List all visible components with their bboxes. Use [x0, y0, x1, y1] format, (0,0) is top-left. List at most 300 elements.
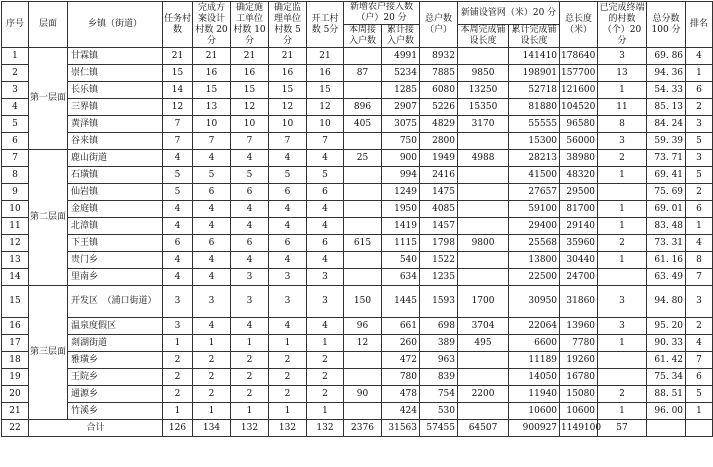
cell-network-week [458, 218, 509, 235]
cell-task: 1 [163, 403, 193, 420]
cell-start: 4 [307, 218, 344, 235]
table-row [2, 369, 713, 386]
table-row [2, 99, 713, 116]
cell-seq: 17 [2, 335, 29, 352]
cell-newconn-week: 150 [344, 286, 382, 318]
cell-newconn-total: 900 [382, 150, 420, 167]
cell-task: 7 [163, 133, 193, 150]
cell-network-week: 1700 [458, 286, 509, 318]
cell-design: 21 [193, 48, 231, 65]
cell-newconn-week: 896 [344, 99, 382, 116]
cell-newconn-total: 478 [382, 386, 420, 403]
cell-rank: 2 [686, 184, 713, 201]
cell-town: 王院乡 [68, 369, 163, 386]
cell-network-total: 141410 [509, 48, 560, 65]
cell-construct: 10 [231, 116, 269, 133]
cell-construct: 2 [231, 386, 269, 403]
cell-newconn-week [344, 167, 382, 184]
cell-newconn-week: 12 [344, 335, 382, 352]
cell-newconn-total: 540 [382, 252, 420, 269]
cell-town: 金庭镇 [68, 201, 163, 218]
cell-town: 鹿山街道 [68, 150, 163, 167]
cell-construct: 21 [231, 48, 269, 65]
cell-rank: 1 [686, 218, 713, 235]
cell-network-week: 495 [458, 335, 509, 352]
cell-length: 104520 [560, 99, 598, 116]
cell-newconn-total: 1419 [382, 218, 420, 235]
cell-score: 63. 49 [647, 269, 686, 286]
cell-design: 13 [193, 99, 231, 116]
cell-seq: 14 [2, 269, 29, 286]
cell-task: 4 [163, 201, 193, 218]
table-row [2, 286, 713, 318]
cell-design: 6 [193, 235, 231, 252]
header-terminal: 已完成终端的村数（个）20 分 [599, 2, 645, 46]
cell-supervise: 1 [269, 403, 307, 420]
cell-newconn-total: 750 [382, 133, 420, 150]
cell-newconn-total: 1285 [382, 82, 420, 99]
cell-seq: 5 [2, 116, 29, 133]
header-row-1 [2, 2, 713, 25]
cell-supervise: 6 [269, 184, 307, 201]
cell-town: 崇仁镇 [68, 65, 163, 82]
cell-design: 6 [193, 184, 231, 201]
cell-town: 下王镇 [68, 235, 163, 252]
cell-task: 6 [163, 235, 193, 252]
cell-score: 84. 24 [647, 116, 686, 133]
cell-length: 178640 [560, 48, 598, 65]
cell-terminal: 3 [598, 286, 647, 318]
cell-households: 4085 [420, 201, 458, 218]
cell-rank: 4 [686, 48, 713, 65]
cell-seq: 12 [2, 235, 29, 252]
cell-network-total: 11940 [509, 386, 560, 403]
cell-rank: 1 [686, 65, 713, 82]
cell-construct: 3 [231, 286, 269, 318]
cell-terminal: 3 [598, 133, 647, 150]
cell-length: 15080 [560, 386, 598, 403]
cell-town: 黄泽镇 [68, 116, 163, 133]
header-start: 开工村数 5分 [307, 2, 344, 48]
cell-design: 16 [193, 65, 231, 82]
cell-score: 69. 41 [647, 167, 686, 184]
header-town: 乡镇（街道） [68, 2, 163, 48]
cell-households: 963 [420, 352, 458, 369]
cell-newconn-week: 405 [344, 116, 382, 133]
table-row [2, 269, 713, 286]
cell-terminal: 8 [598, 116, 647, 133]
cell-network-week: 13250 [458, 82, 509, 99]
cell-rank: 3 [686, 286, 713, 318]
rural-sewage-progress-table [1, 1, 713, 437]
table-row [2, 352, 713, 369]
cell-households: 1798 [420, 235, 458, 252]
header-rank: 排名 [686, 2, 713, 48]
table-row [2, 167, 713, 184]
cell-network-week: 2200 [458, 386, 509, 403]
cell-supervise: 4 [269, 318, 307, 335]
cell-town: 长乐镇 [68, 82, 163, 99]
cell-rank: 8 [686, 252, 713, 269]
cell-newconn-total: 472 [382, 352, 420, 369]
total-design: 134 [193, 420, 231, 437]
cell-task: 15 [163, 65, 193, 82]
cell-supervise: 12 [269, 99, 307, 116]
cell-terminal: 1 [598, 201, 647, 218]
cell-supervise: 4 [269, 150, 307, 167]
cell-construct: 2 [231, 369, 269, 386]
cell-supervise: 3 [269, 286, 307, 318]
cell-length: 13960 [560, 318, 598, 335]
cell-newconn-week [344, 403, 382, 420]
cell-terminal: 1 [598, 218, 647, 235]
cell-network-total: 11189 [509, 352, 560, 369]
cell-task: 4 [163, 269, 193, 286]
cell-supervise: 5 [269, 167, 307, 184]
cell-town: 三界镇 [68, 99, 163, 116]
cell-task: 7 [163, 116, 193, 133]
cell-newconn-total: 4991 [382, 48, 420, 65]
cell-supervise: 4 [269, 252, 307, 269]
cell-newconn-week: 87 [344, 65, 382, 82]
total-start: 132 [307, 420, 344, 437]
cell-construct: 12 [231, 99, 269, 116]
table-row [2, 318, 713, 335]
total-newconn-week: 2376 [344, 420, 382, 437]
cell-rank: 5 [686, 386, 713, 403]
cell-design: 2 [193, 386, 231, 403]
cell-terminal: 13 [598, 65, 647, 82]
cell-network-total: 59100 [509, 201, 560, 218]
cell-newconn-total: 1950 [382, 201, 420, 218]
cell-town: 通源乡 [68, 386, 163, 403]
cell-task: 2 [163, 352, 193, 369]
cell-newconn-total: 1115 [382, 235, 420, 252]
cell-start: 4 [307, 318, 344, 335]
cell-score: 73. 71 [647, 150, 686, 167]
cell-network-week [458, 352, 509, 369]
cell-construct: 6 [231, 184, 269, 201]
cell-score: 94. 36 [647, 65, 686, 82]
cell-network-week [458, 133, 509, 150]
total-row [2, 420, 713, 437]
cell-seq: 20 [2, 386, 29, 403]
cell-town: 温泉度假区 [68, 318, 163, 335]
cell-newconn-week [344, 252, 382, 269]
cell-task: 5 [163, 167, 193, 184]
cell-network-total: 14050 [509, 369, 560, 386]
cell-town: 北漳镇 [68, 218, 163, 235]
cell-length: 81700 [560, 201, 598, 218]
cell-supervise: 7 [269, 133, 307, 150]
cell-start: 2 [307, 352, 344, 369]
cell-seq: 4 [2, 99, 29, 116]
cell-newconn-total: 424 [382, 403, 420, 420]
cell-network-total: 25568 [509, 235, 560, 252]
header-network-week: 本周完成铺设长度 [458, 25, 509, 48]
cell-task: 2 [163, 369, 193, 386]
cell-start: 16 [307, 65, 344, 82]
cell-network-week: 3170 [458, 116, 509, 133]
cell-network-total: 27657 [509, 184, 560, 201]
cell-construct: 16 [231, 65, 269, 82]
cell-network-week [458, 201, 509, 218]
cell-layer: 第二层面 [29, 150, 68, 286]
cell-rank: 7 [686, 269, 713, 286]
table-row [2, 252, 713, 269]
header-construct: 确定施工单位村数 10分 [231, 2, 269, 48]
cell-terminal: 1 [598, 403, 647, 420]
cell-households: 7885 [420, 65, 458, 82]
cell-task: 21 [163, 48, 193, 65]
header-task: 任务村数 [163, 2, 193, 48]
cell-terminal: 1 [598, 82, 647, 99]
cell-design: 2 [193, 369, 231, 386]
cell-start: 12 [307, 99, 344, 116]
cell-network-total: 22064 [509, 318, 560, 335]
cell-task: 5 [163, 184, 193, 201]
cell-supervise: 3 [269, 269, 307, 286]
cell-task: 1 [163, 335, 193, 352]
cell-supervise: 6 [269, 235, 307, 252]
cell-construct: 4 [231, 252, 269, 269]
cell-supervise: 10 [269, 116, 307, 133]
cell-town: 甘霖镇 [68, 48, 163, 65]
cell-design: 4 [193, 269, 231, 286]
cell-network-week [458, 184, 509, 201]
cell-rank: 3 [686, 116, 713, 133]
cell-newconn-week [344, 184, 382, 201]
cell-households: 1457 [420, 218, 458, 235]
header-network-total: 累计完成铺设长度 [509, 25, 560, 48]
table-row [2, 150, 713, 167]
table-row [2, 184, 713, 201]
cell-rank: 3 [686, 150, 713, 167]
cell-terminal: 3 [598, 48, 647, 65]
cell-newconn-week: 96 [344, 318, 382, 335]
cell-seq: 6 [2, 133, 29, 150]
cell-network-week [458, 369, 509, 386]
cell-design: 4 [193, 201, 231, 218]
total-households: 57455 [420, 420, 458, 437]
cell-length: 31860 [560, 286, 598, 318]
cell-seq: 8 [2, 167, 29, 184]
cell-town: 竹溪乡 [68, 403, 163, 420]
cell-terminal: 2 [598, 386, 647, 403]
cell-newconn-total: 780 [382, 369, 420, 386]
header-newconn: 新增农户接入数（户）20 分 [344, 2, 420, 25]
cell-start: 3 [307, 269, 344, 286]
cell-network-total: 41500 [509, 167, 560, 184]
cell-households: 1235 [420, 269, 458, 286]
cell-seq: 3 [2, 82, 29, 99]
table-row [2, 201, 713, 218]
cell-terminal: 3 [598, 318, 647, 335]
cell-design: 1 [193, 403, 231, 420]
cell-score: 75. 34 [647, 369, 686, 386]
cell-newconn-total: 5234 [382, 65, 420, 82]
cell-newconn-total: 2907 [382, 99, 420, 116]
cell-supervise: 4 [269, 201, 307, 218]
cell-network-week: 9850 [458, 65, 509, 82]
cell-seq: 15 [2, 286, 29, 318]
cell-start: 4 [307, 201, 344, 218]
cell-network-total: 22500 [509, 269, 560, 286]
cell-length: 157700 [560, 65, 598, 82]
cell-network-total: 55555 [509, 116, 560, 133]
cell-design: 2 [193, 352, 231, 369]
cell-design: 4 [193, 150, 231, 167]
cell-seq: 13 [2, 252, 29, 269]
cell-network-week [458, 403, 509, 420]
cell-newconn-total: 260 [382, 335, 420, 352]
cell-households: 6080 [420, 82, 458, 99]
cell-supervise: 16 [269, 65, 307, 82]
cell-seq: 21 [2, 403, 29, 420]
cell-design: 4 [193, 218, 231, 235]
cell-town: 雅璜乡 [68, 352, 163, 369]
cell-design: 7 [193, 133, 231, 150]
cell-supervise: 2 [269, 352, 307, 369]
cell-seq: 10 [2, 201, 29, 218]
total-newconn-total: 31563 [382, 420, 420, 437]
header-newconn-total: 累计接入户数 [382, 25, 420, 48]
cell-score: 54. 33 [647, 82, 686, 99]
cell-construct: 6 [231, 235, 269, 252]
cell-layer: 第一层面 [29, 48, 68, 150]
cell-length: 19260 [560, 352, 598, 369]
cell-seq: 16 [2, 318, 29, 335]
cell-start: 2 [307, 369, 344, 386]
cell-seq: 9 [2, 184, 29, 201]
cell-score: 95. 20 [647, 318, 686, 335]
cell-network-total: 10600 [509, 403, 560, 420]
cell-town: 仙岩镇 [68, 184, 163, 201]
cell-newconn-total: 3075 [382, 116, 420, 133]
cell-network-week [458, 48, 509, 65]
cell-rank: 4 [686, 235, 713, 252]
total-construct: 132 [231, 420, 269, 437]
cell-network-total: 52718 [509, 82, 560, 99]
cell-score: 85. 13 [647, 99, 686, 116]
cell-network-week: 15350 [458, 99, 509, 116]
cell-construct: 4 [231, 318, 269, 335]
cell-newconn-total: 634 [382, 269, 420, 286]
total-score [647, 420, 686, 437]
total-length: 1149100 [560, 420, 598, 437]
cell-design: 15 [193, 82, 231, 99]
cell-score: 69. 01 [647, 201, 686, 218]
cell-households: 698 [420, 318, 458, 335]
header-length: 总长度（米） [560, 2, 598, 48]
cell-town: 谷来镇 [68, 133, 163, 150]
cell-rank: 6 [686, 201, 713, 218]
cell-task: 4 [163, 218, 193, 235]
cell-construct: 1 [231, 403, 269, 420]
table-body [2, 48, 713, 437]
cell-start: 1 [307, 335, 344, 352]
cell-terminal: 2 [598, 150, 647, 167]
cell-network-total: 198901 [509, 65, 560, 82]
cell-town: 剡湖街道 [68, 335, 163, 352]
cell-design: 4 [193, 318, 231, 335]
cell-households: 2800 [420, 133, 458, 150]
cell-network-total: 13800 [509, 252, 560, 269]
cell-score: 69. 86 [647, 48, 686, 65]
cell-construct: 1 [231, 335, 269, 352]
cell-score: 61. 42 [647, 352, 686, 369]
cell-newconn-week: 25 [344, 150, 382, 167]
cell-terminal: 1 [598, 167, 647, 184]
cell-seq: 22 [2, 420, 29, 437]
cell-rank: 6 [686, 82, 713, 99]
header-seq: 序号 [2, 2, 29, 48]
table-row [2, 133, 713, 150]
cell-length: 121600 [560, 82, 598, 99]
cell-construct: 3 [231, 269, 269, 286]
table-row [2, 335, 713, 352]
cell-task: 14 [163, 82, 193, 99]
cell-network-week: 9800 [458, 235, 509, 252]
cell-score: 75. 69 [647, 184, 686, 201]
cell-terminal: 1 [598, 335, 647, 352]
cell-score: 73. 31 [647, 235, 686, 252]
cell-households: 839 [420, 369, 458, 386]
cell-network-week: 4988 [458, 150, 509, 167]
cell-supervise: 4 [269, 218, 307, 235]
cell-supervise: 2 [269, 369, 307, 386]
cell-start: 2 [307, 386, 344, 403]
cell-newconn-total: 994 [382, 167, 420, 184]
cell-start: 1 [307, 403, 344, 420]
cell-construct: 4 [231, 218, 269, 235]
cell-town: 石璜镇 [68, 167, 163, 184]
cell-length: 16780 [560, 369, 598, 386]
cell-start: 21 [307, 48, 344, 65]
cell-town: 开发区 （浦口街道） [68, 286, 163, 318]
cell-length: 29500 [560, 184, 598, 201]
cell-network-week [458, 269, 509, 286]
cell-design: 10 [193, 116, 231, 133]
cell-task: 4 [163, 252, 193, 269]
cell-households: 389 [420, 335, 458, 352]
cell-terminal [598, 184, 647, 201]
cell-task: 3 [163, 318, 193, 335]
cell-seq: 18 [2, 352, 29, 369]
cell-households: 1593 [420, 286, 458, 318]
cell-construct: 4 [231, 201, 269, 218]
cell-newconn-week: 615 [344, 235, 382, 252]
cell-newconn-week [344, 133, 382, 150]
cell-households: 754 [420, 386, 458, 403]
cell-design: 4 [193, 252, 231, 269]
cell-terminal: 11 [598, 99, 647, 116]
cell-length: 10600 [560, 403, 598, 420]
table-row [2, 82, 713, 99]
header-households: 总户数（户） [420, 2, 458, 48]
cell-supervise: 15 [269, 82, 307, 99]
cell-newconn-week [344, 48, 382, 65]
cell-layer: 第三层面 [29, 286, 68, 420]
cell-start: 4 [307, 150, 344, 167]
cell-seq: 2 [2, 65, 29, 82]
cell-newconn-week [344, 369, 382, 386]
total-rank [686, 420, 713, 437]
cell-start: 10 [307, 116, 344, 133]
cell-rank: 6 [686, 369, 713, 386]
cell-terminal: 1 [598, 252, 647, 269]
cell-network-week: 3704 [458, 318, 509, 335]
